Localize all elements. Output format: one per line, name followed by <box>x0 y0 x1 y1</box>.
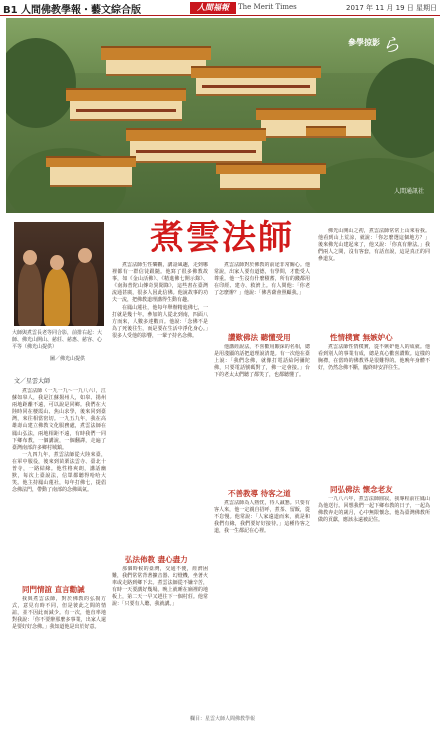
subheading: 弘法佈教 盡心盡力 <box>125 555 188 564</box>
paragraph: 在鳳山蓮社，他每年舉辦精進佛七，一打就是幾十年。參加的人從北到南，四面八方而來，人數多達數百。他說：「念佛不是為了死後往生，而是要在生活中淨化身心。」很多人受他的影響，一輩子持名念佛。 <box>112 304 208 339</box>
article-column-4b <box>318 344 430 480</box>
subheading: 不善教導 待客之道 <box>228 489 291 498</box>
article-column-2a <box>112 262 208 550</box>
hero-photo-credit: 人間通訊社 <box>393 188 424 195</box>
paragraph: 一九四九年，煮雲法師從大陸來臺，在軍中服役，後來到苗栗法雲寺、臺北十普寺，一路結緣。他性格爽朗，講話幽默，每次上臺說法，信眾都聽得哈哈大笑。他主持鳳山蓮社，每年打佛七，提倡念佛法門，帶動了南部的念佛風氣。 <box>12 451 106 494</box>
photo-credit: 圖／佛光山提供 <box>50 356 86 362</box>
section-title: B1 人間佛教學報・藝文綜合版 <box>3 5 142 16</box>
subheading: 讚歎佛法 聽懂受用 <box>228 333 291 342</box>
page-header <box>0 0 440 16</box>
paragraph: 煮雲法師對於佛教的前途非常關心。他常說，出家人要有道德，有學問，才能受人尊重。他一生沒有什麼積蓄，所有的錢都用在印經、建寺、救濟上。有人問他：「你老了怎麼辦？」他說：「佛菩薩會照顧我。」 <box>214 262 310 297</box>
photo-caption: 大師與煮雲長老等同合影，前排右起：大師、佛光山開山、慈莊、慈惠、慈容、心平等（佛光山提供） <box>12 330 103 350</box>
article-column-3a <box>214 262 310 328</box>
paragraph: 那個時候的臺灣，交通不便，經濟困難，我們常常背著擴音器、幻燈機，坐著火車或走路到鄉下去。煮雲法師從不嫌辛苦，有時一天要講好幾場。晚上就睡在廟裡的地板上，第二天一早又趕往下一個村莊。他常說：「只要有人聽，我就講。」 <box>112 566 208 608</box>
paragraph: 煮雲法師為人熱忱，待人誠懇。只要有客人來，他一定親自招呼，煮茶、留飯，從不怠慢。他常說：「人家遠道而來，就是和我們有緣，我們要好好接待。」這種待客之道，我一生都記在心裡。 <box>214 500 310 535</box>
paragraph: 他講經說法，不喜歡用艱深的名相，總是用淺顯的話把道理說清楚。有一次他在臺上說：「我們念佛，就像打電話給阿彌陀佛，只要電話號碼對了，佛一定會接。」台下的老太太們聽了都笑了，也都聽懂了。 <box>214 344 310 379</box>
paragraph: 煮雲法師性情樸實，從不嫉妒他人的成就。他看到別人的事業有成，總是真心歡喜讚歎。這樣的胸襟，在當時的佛教界是很難得的。他晚年身體不好，仍然念佛不斷，臨終時安詳往生。 <box>318 344 430 372</box>
newspaper-english-name: The Merit Times <box>238 3 297 11</box>
article-column-3b <box>214 344 310 484</box>
newspaper-logo: 人間福報 <box>190 2 236 14</box>
article-title: 煮雲法師 <box>150 218 294 258</box>
hero-photo-temple <box>6 18 434 213</box>
column-badge <box>348 31 412 77</box>
author-byline: 文／星雲大師 <box>14 378 51 385</box>
article-column-2b <box>112 566 208 712</box>
article-column-4c <box>318 496 430 712</box>
column-badge-signature: ら <box>382 35 400 56</box>
subheading: 同門情誼 直言勸誡 <box>22 585 85 594</box>
article-column-3c <box>214 500 310 712</box>
paragraph: 佛光山開山之初，煮雲法師常常上山來看我。他看到山上荒涼，就說：「你怎麼選這個地方？」後來佛光山建起來了，他又說：「你真有辦法。」我們兩人之間，沒有客套，有話直說，這是真正的同參道友。 <box>318 228 430 263</box>
paragraph: 煮雲法師生性樂觀，講話風趣，走到哪裡都有一群信徒跟隨。他寫了很多佛教故事，如《金山活佛》、《精進佛七開示錄》、《南海普陀山傳奇異聞錄》，這些書在臺灣流通甚廣，很多人因此信佛。他說故事的功夫一流，把佛教道理講得生動有趣。 <box>112 262 208 304</box>
column-badge-label: 參學掠影 <box>348 38 380 47</box>
paragraph: 我與煮雲法師，對於佛教的弘揚方式，意見有時不同，但是彼此之間的情誼，並不因此而減少。有一次，他直率地對我說：「你不要辦那麼多事業，出家人還是要好好念佛。」我知道他是出於好意。 <box>12 596 106 631</box>
subheading: 性情樸實 無嫉妒心 <box>330 333 393 342</box>
group-portrait-photo <box>14 222 104 326</box>
article-column-1a <box>12 388 106 580</box>
article-column-4a <box>318 228 430 328</box>
issue-date: 2017 年 11 月 19 日 星期日 <box>346 4 437 12</box>
subheading: 同弘佛法 懷念老友 <box>330 485 393 494</box>
paragraph: 一九八六年，煮雲法師圓寂，我專程前往鳳山為他送行。回想我們一起下鄉布教的日子，一起為佛教奔走的歲月，心中無限懷念。他為臺灣佛教所做的貢獻，應該永遠被記住。 <box>318 496 430 524</box>
paragraph: 煮雲法師（一九一九～一九八六），江蘇如皋人，我是江蘇揚州人，如皋、揚州兩地距離不遠，可以說是同鄉。我們在大陸時同在棲霞山、焦山求學，後來同到臺灣，來往相當密切。一九五九年，我在高雄壽山建立佛教文化服務處，煮雲法師在鳳山弘法，兩地相距不遠，有時我們一同下鄉布教，一個講說，一個翻譯，走遍了臺灣南部許多鄉村城鎮。 <box>12 388 106 451</box>
article-column-1b <box>12 596 106 712</box>
page-footer: 欄目：星雲大師人間佛教學報 <box>190 716 256 722</box>
